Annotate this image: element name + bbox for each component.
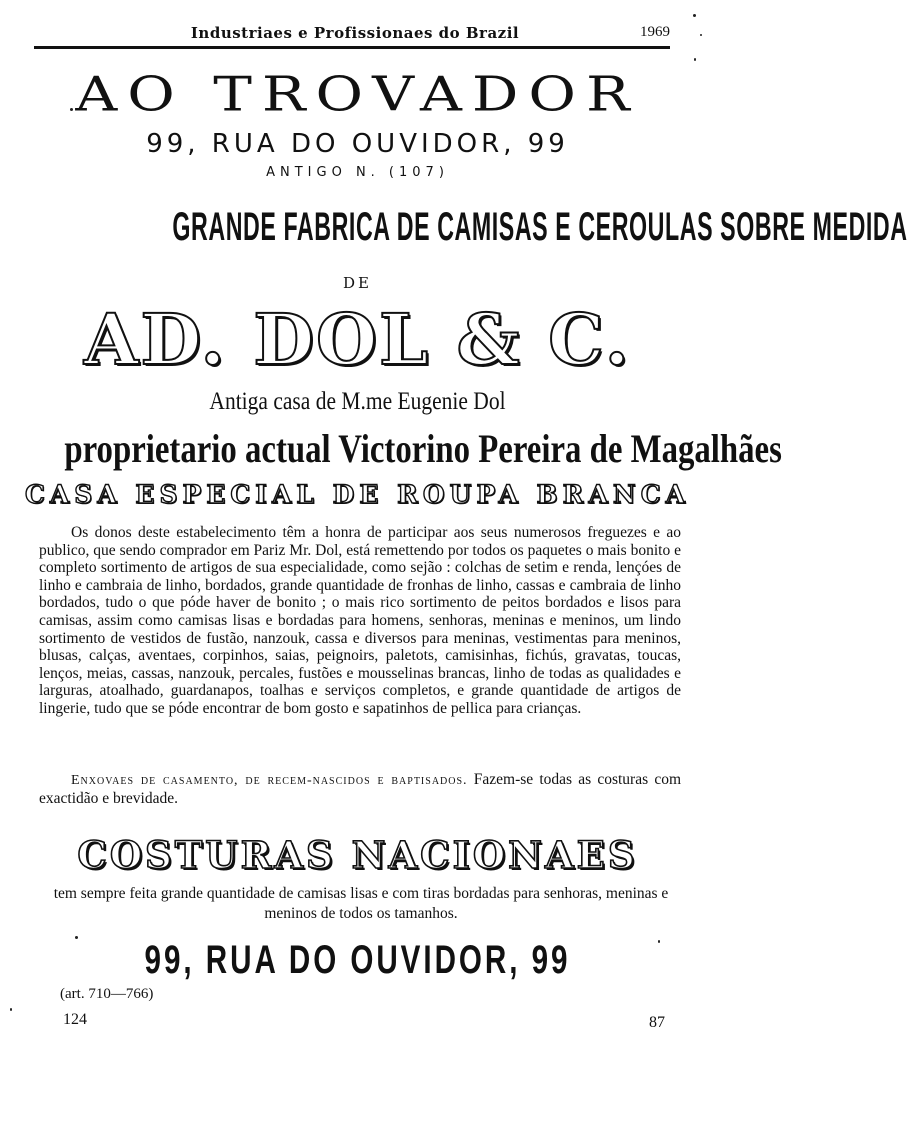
page-number-right: 87 — [649, 1014, 665, 1031]
header-rule — [34, 46, 670, 49]
footer-address: 99, RUA DO OUVIDOR, 99 — [144, 938, 571, 982]
print-speck — [658, 940, 660, 943]
trousseau-text: Fazem-se todas as costuras com exactidão e brevidade. — [39, 771, 682, 807]
national-sewing-text: tem sempre feita grande quantidade de camisas lisas e com tiras bordadas para senhoras, meninas e meninos de todos os tamanhos. — [53, 885, 669, 922]
page-number-left: 124 — [63, 1011, 87, 1028]
factory-heading: GRANDE FABRICA DE CAMISAS E CEROULAS SOBRE MEDIDA — [172, 205, 908, 249]
print-speck — [10, 1008, 12, 1011]
running-title: Industriaes e Profissionaes do Brazil — [190, 24, 520, 42]
print-speck — [693, 14, 696, 17]
national-sewing-heading: COSTURAS NACIONAES — [77, 833, 638, 877]
firm-name: AD. DOL & C. — [84, 298, 631, 381]
print-speck — [700, 34, 702, 36]
page-folio: 1969 — [640, 24, 670, 40]
trousseau-label: Enxovaes de casamento, de recem-nascidos e baptisados. — [71, 773, 468, 788]
proprietor-line: proprietario actual Victorino Pereira de Magalhães — [64, 426, 782, 471]
print-speck — [70, 108, 73, 111]
running-head — [40, 22, 670, 48]
former-house-line: Antiga casa de M.me Eugenie Dol — [209, 388, 506, 415]
article-reference: (art. 710—766) — [60, 986, 154, 1002]
print-speck — [694, 58, 696, 61]
special-house-heading: CASA ESPECIAL DE ROUPA BRANCA — [24, 480, 690, 509]
shop-address: 99, RUA DO OUVIDOR, 99 — [146, 129, 569, 159]
former-number: ANTIGO N. (107) — [266, 165, 449, 180]
trousseau-paragraph — [39, 771, 681, 807]
shop-name: AO TROVADOR — [75, 66, 640, 122]
body-paragraph: Os donos deste estabelecimento têm a honra de participar aos seus numerosos freguezes e ao publico, que sendo comprador em Pariz Mr. Dol, está remettendo por todos os paquetes o mais bonito e completo sortimento de artigos de sua especialidade, como sejão : colchas de setim e renda, lençóes de linho e cambraia de linho, bordados, grande quantidade de fronhas de linho, cassas e cambraia de linho bordados, tudo o que póde haver de bonito ; o mais rico sortimento de peitos bordados e lisos para camisas, assim como camisas lisas e bordadas para homens, senhoras, meninas e meninos, um lindo sortimento de vestidos de fustão, nanzouk, cassa e diversos para meninas, vestimentas para meninos, blusas, calças, aventaes, corpinhos, saias, peignoirs, paletots, camisinhas, fichús, gravatas, toucas, lenços, meias, cassas, nanzouk, percales, fustões e mousselinas brancas, linho de todas as qualidades e larguras, atoalhado, guardanapos, toalhas e serviços completos, e grande quantidade de artigos de lingerie, tudo que se póde encontrar de bom gosto e sapatinhos de pellica para crianças. — [39, 524, 681, 717]
de-connector: DE — [343, 274, 372, 292]
print-speck — [75, 936, 78, 939]
